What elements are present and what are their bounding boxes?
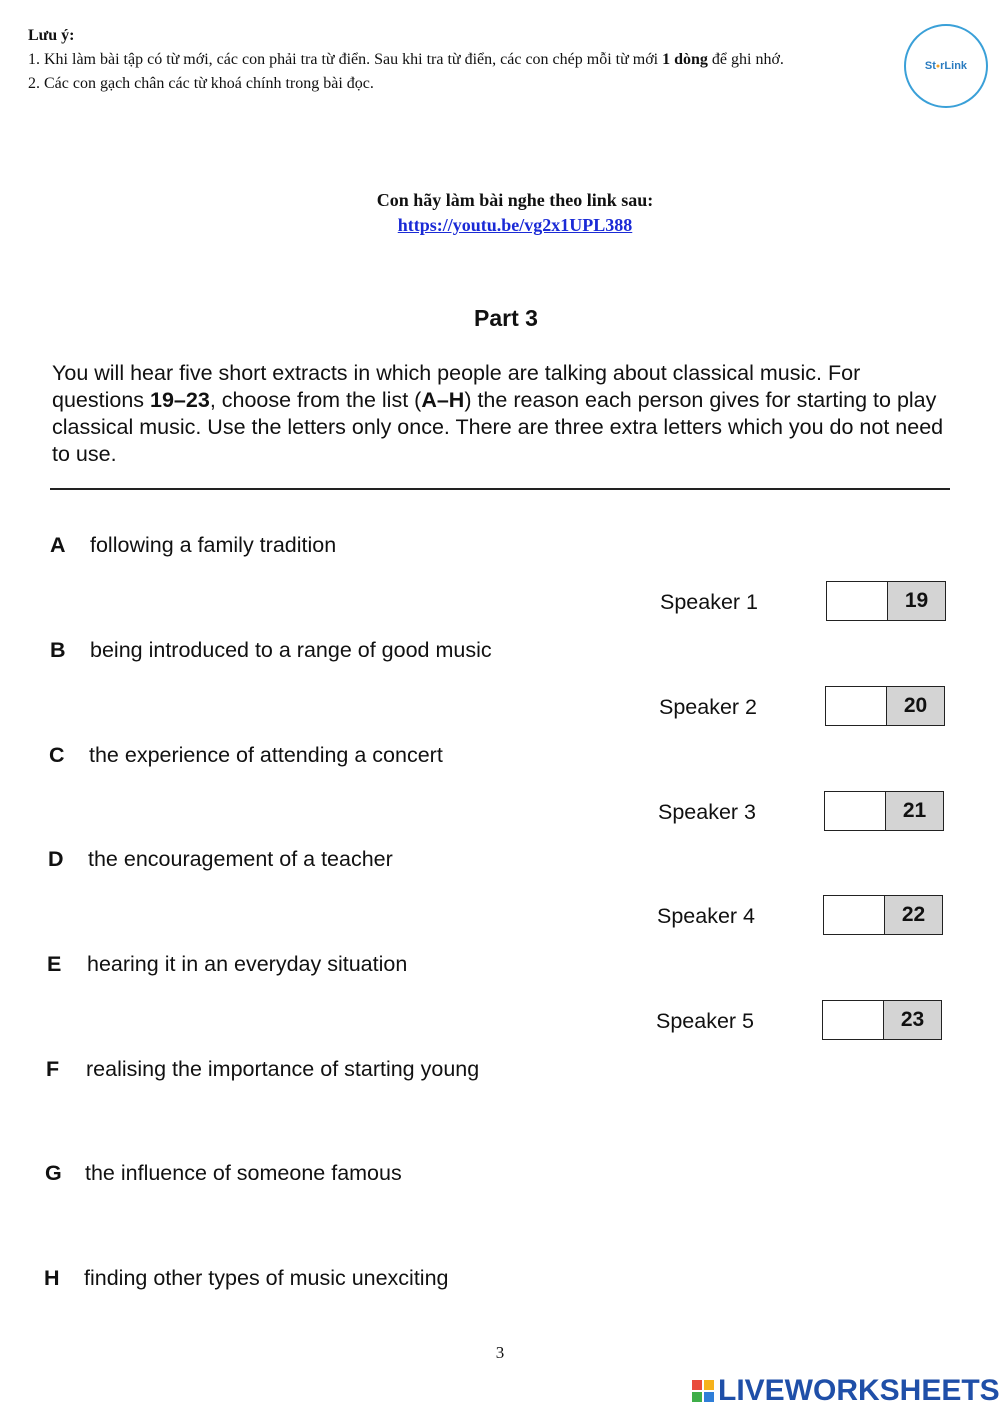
divider-line (50, 488, 950, 490)
listening-section (0, 188, 1000, 238)
option-letter: C (49, 743, 65, 767)
question-number-23: 23 (884, 1001, 941, 1039)
starlink-logo (904, 24, 988, 108)
liveworksheets-grid-icon (692, 1380, 714, 1402)
option-letter: E (47, 952, 62, 976)
speaker-3-answer-field[interactable] (825, 792, 886, 830)
option-f (46, 1057, 479, 1082)
option-text: following a family tradition (90, 533, 337, 557)
speaker-4-answer-field[interactable] (824, 896, 885, 934)
instructions-letters: A–H (421, 388, 465, 412)
question-number-19: 19 (888, 582, 945, 620)
option-d (48, 847, 393, 872)
option-letter: H (44, 1266, 60, 1290)
listening-link[interactable]: https://youtu.be/vg2x1UPL388 (397, 215, 633, 235)
option-letter: G (45, 1161, 62, 1185)
liveworksheets-logo (692, 1374, 1000, 1408)
speaker-4-label: Speaker 4 (657, 904, 756, 928)
note-line-1-post: để ghi nhớ. (707, 51, 784, 68)
speaker-1-answer-box (826, 581, 946, 621)
option-e (47, 952, 407, 977)
speaker-2-answer-box (825, 686, 945, 726)
speaker-3-label: Speaker 3 (658, 800, 757, 824)
speaker-2-answer-field[interactable] (826, 687, 887, 725)
question-number-22: 22 (885, 896, 942, 934)
grid-square-green-icon (692, 1392, 702, 1402)
speaker-2-label: Speaker 2 (659, 695, 758, 719)
listening-heading: Con hãy làm bài nghe theo link sau: (376, 190, 654, 210)
instructions-range: 19–23 (150, 388, 210, 412)
instructions-p1: You will hear five short extracts in which people are talking about classical music. For questions (52, 361, 861, 412)
speaker-3-answer-box (824, 791, 944, 831)
option-text: the encouragement of a teacher (88, 847, 393, 871)
instructions (52, 360, 952, 468)
speaker-1-label: Speaker 1 (660, 590, 759, 614)
logo-star-dot: ● (935, 62, 941, 70)
speaker-4-answer-box (823, 895, 943, 935)
note-title: Lưu ý: (28, 27, 75, 44)
option-text: realising the importance of starting young (86, 1057, 480, 1081)
option-b (50, 638, 492, 663)
part-title: Part 3 (474, 305, 538, 331)
liveworksheets-wordmark: LIVEWORKSHEETS (718, 1374, 1000, 1407)
grid-square-blue-icon (704, 1392, 714, 1402)
speaker-5-answer-field[interactable] (823, 1001, 884, 1039)
option-text: finding other types of music unexciting (84, 1266, 449, 1290)
option-text: the experience of attending a concert (89, 743, 443, 767)
page-number: 3 (495, 1343, 505, 1362)
note-line-2: 2. Các con gạch chân các từ khoá chính trong bài đọc. (28, 75, 374, 92)
option-a (50, 533, 336, 558)
note-line-1-pre: 1. Khi làm bài tập có từ mới, các con phải tra từ điển. Sau khi tra từ điển, các con chép mỗi từ mới (28, 51, 663, 68)
logo-text-a: St (924, 60, 936, 72)
option-letter: F (46, 1057, 60, 1081)
speaker-5-answer-box (822, 1000, 942, 1040)
note-block (28, 24, 784, 96)
instructions-p2: , choose from the list ( (209, 388, 422, 412)
note-line-1-bold: 1 dòng (662, 51, 708, 68)
question-number-21: 21 (886, 792, 943, 830)
speaker-5-label: Speaker 5 (656, 1009, 755, 1033)
option-g (45, 1161, 402, 1186)
option-text: hearing it in an everyday situation (87, 952, 408, 976)
option-text: being introduced to a range of good music (90, 638, 492, 662)
instructions-p3: ) the reason each person gives for starting to play classical music. Use the letters only once. There are three extra letters which you do not need to use. (52, 388, 944, 466)
question-number-20: 20 (887, 687, 944, 725)
option-letter: A (50, 533, 66, 557)
grid-square-yellow-icon (704, 1380, 714, 1390)
option-letter: B (50, 638, 66, 662)
option-letter: D (48, 847, 64, 871)
option-text: the influence of someone famous (85, 1161, 402, 1185)
option-h (44, 1266, 449, 1291)
logo-text-b: rLink (940, 60, 968, 72)
note-line-1 (28, 48, 784, 72)
grid-square-red-icon (692, 1380, 702, 1390)
speaker-1-answer-field[interactable] (827, 582, 888, 620)
option-c (49, 743, 443, 768)
